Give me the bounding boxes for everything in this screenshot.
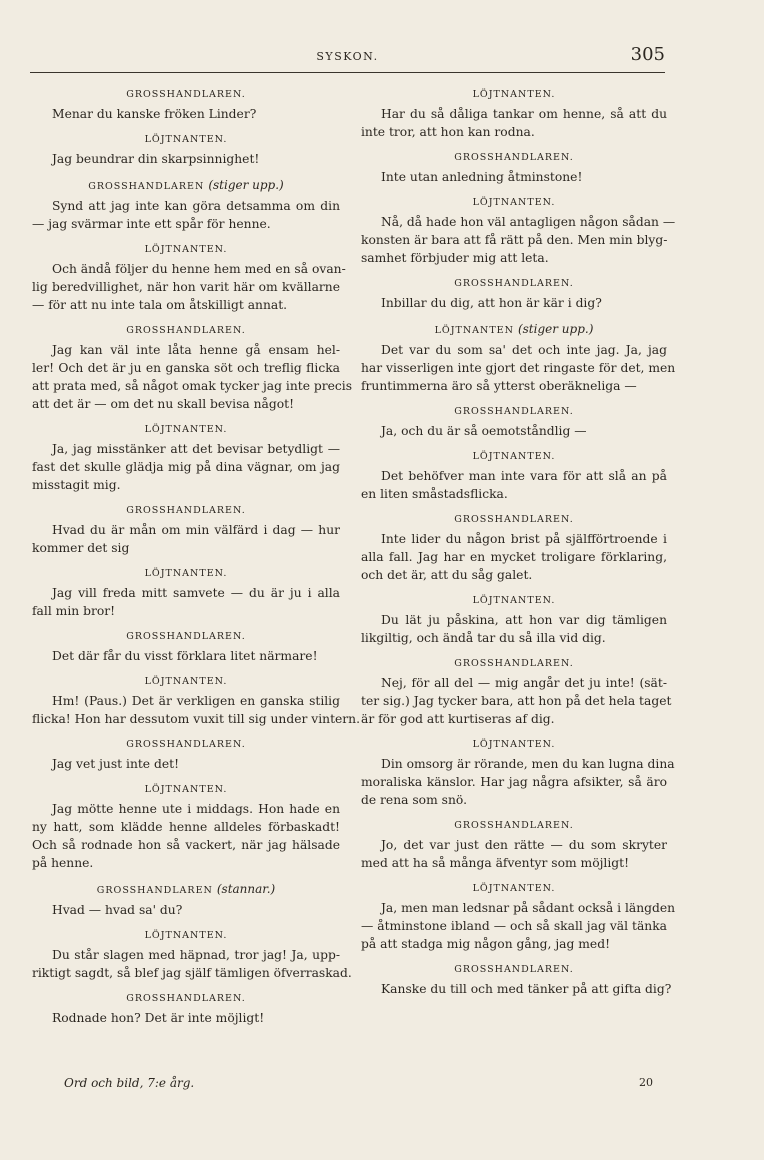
dialogue-block [361, 657, 672, 728]
dialogue-block [361, 882, 676, 953]
dialogue-block [32, 567, 340, 620]
text-line: att det är — om det nu skall bevisa något! [32, 397, 295, 411]
dialogue-block [361, 322, 676, 395]
speaker-name: GROSSHANDLAREN. [454, 278, 574, 289]
text-line: Rodnade hon? Det är inte möjligt! [52, 1011, 265, 1025]
text-line: en liten småstadsflicka. [361, 487, 508, 501]
dialogue-block [32, 992, 340, 1027]
text-line: Inte utan anledning åtminstone! [381, 170, 583, 184]
text-line: Menar du kanske fröken Linder? [52, 107, 257, 121]
dialogue-block [361, 450, 667, 503]
speaker-name: GROSSHANDLAREN. [126, 739, 246, 750]
dialogue-block [361, 738, 675, 809]
text-line: på henne. [32, 856, 94, 870]
speaker-name: LÖJTNANTEN. [472, 197, 556, 208]
speaker-name: LÖJTNANTEN. [472, 89, 556, 100]
text-line: Nej, för all del — mig angår det ju inte! (sät- [381, 676, 667, 690]
text-line: Du står slagen med häpnad, tror jag! Ja, upp- [52, 948, 340, 962]
text-line: fast det skulle glädja mig på dina vägnar, om jag [32, 460, 340, 474]
speaker-name: LÖJTNANTEN. [472, 883, 556, 894]
page-number: 305 [630, 44, 665, 65]
dialogue-block [32, 243, 346, 314]
running-title: SYSKON. [316, 50, 379, 63]
text-line: Jag vill freda mitt samvete — du är ju i alla [52, 586, 340, 600]
speaker-heading [32, 882, 340, 898]
speaker-name: GROSSHANDLAREN. [126, 993, 246, 1004]
dialogue-block [361, 277, 667, 312]
dialogue-block [32, 178, 340, 233]
speaker-heading [32, 178, 340, 194]
dialogue-block [32, 504, 340, 557]
text-line: Det var du som sa' det och inte jag. Ja, jag [381, 343, 667, 357]
text-line: konsten är bara att få rätt på den. Men min blyg- [361, 233, 668, 247]
text-line: likgiltig, och ändå tar du så illa vid dig. [361, 631, 606, 645]
dialogue-block [32, 783, 340, 872]
text-line: Nå, då hade hon väl antagligen någon sådan — [381, 215, 676, 229]
dialogue-block [361, 513, 667, 584]
dialogue-block [32, 133, 340, 168]
text-line: inte tror, att hon kan rodna. [361, 125, 535, 139]
text-line: på att stadga mig någon gång, jag med! [361, 937, 611, 951]
text-line: Inte lider du någon brist på själfförtroende i [381, 532, 667, 546]
dialogue-block [32, 882, 340, 919]
speaker-name: GROSSHANDLAREN. [454, 658, 574, 669]
text-line: Synd att jag inte kan göra detsamma om din [52, 199, 340, 213]
text-line: Jag beundrar din skarpsinnighet! [52, 152, 260, 166]
dialogue-block [361, 819, 667, 872]
dialogue-block [32, 738, 340, 773]
dialogue-block [32, 929, 352, 982]
dialogue-block [361, 963, 672, 998]
speaker-name: LÖJTNANTEN. [144, 134, 228, 145]
stage-direction: (stannar.) [216, 882, 276, 896]
text-line: Inbillar du dig, att hon är kär i dig? [381, 296, 602, 310]
text-line: — jag svärmar inte ett spår för henne. [32, 217, 271, 231]
speaker-name: GROSSHANDLAREN. [126, 505, 246, 516]
speaker-name: LÖJTNANTEN. [144, 424, 228, 435]
text-line: riktigt sagdt, så blef jag själf tämligen öfverraskad. [32, 966, 352, 980]
text-line: fruntimmerna äro så ytterst oberäkneliga — [361, 379, 637, 393]
stage-direction: (stiger upp.) [517, 322, 594, 336]
speaker-name: GROSSHANDLAREN. [454, 406, 574, 417]
text-line: Ja, och du är så oemotståndlig — [381, 424, 587, 438]
running-header [30, 46, 665, 73]
text-line: lig beredvillighet, när hon varit här om kvällarne [32, 280, 340, 294]
text-line: Och så rodnade hon så vackert, när jag hälsade [32, 838, 340, 852]
text-line: alla fall. Jag har en mycket troligare förklaring, [361, 550, 667, 564]
text-line: ny hatt, som klädde henne alldeles förbaskadt! [32, 820, 340, 834]
text-line: Kanske du till och med tänker på att gifta dig? [381, 982, 672, 996]
text-line: — för att nu inte tala om åtskilligt annat. [32, 298, 288, 312]
text-line: Ja, men man ledsnar på sådant också i längden [381, 901, 676, 915]
dialogue-block [361, 151, 667, 186]
text-line: Hm! (Paus.) Det är verkligen en ganska stilig [52, 694, 340, 708]
dialogue-block [32, 324, 353, 413]
dialogue-block [32, 423, 340, 494]
text-line: fall min bror! [32, 604, 116, 618]
text-line: Hvad — hvad sa' du? [52, 903, 183, 917]
text-line: ler! Och det är ju en ganska söt och treflig flicka [32, 361, 340, 375]
text-line: samhet förbjuder mig att leta. [361, 251, 549, 265]
speaker-name: LÖJTNANTEN. [472, 451, 556, 462]
text-line: Ja, jag misstänker att det bevisar betydligt — [52, 442, 340, 456]
text-line: de rena som snö. [361, 793, 467, 807]
dialogue-block [361, 594, 667, 647]
speaker-name: GROSSHANDLAREN. [454, 964, 574, 975]
text-line: misstagit mig. [32, 478, 121, 492]
text-line: Jag mötte henne ute i middags. Hon hade en [52, 802, 340, 816]
source-footnote: Ord och bild, 7:e årg. [64, 1076, 195, 1090]
dialogue-block [32, 630, 340, 665]
signature-mark: 20 [639, 1076, 653, 1089]
speaker-name: LÖJTNANTEN. [144, 568, 228, 579]
speaker-name: GROSSHANDLAREN. [126, 89, 246, 100]
speaker-name: LÖJTNANTEN. [472, 739, 556, 750]
speaker-heading [361, 322, 667, 338]
text-line: Det behöfver man inte vara för att slå an på [381, 469, 667, 483]
dialogue-block [32, 675, 361, 728]
speaker-name: LÖJTNANTEN. [144, 784, 228, 795]
speaker-name: GROSSHANDLAREN. [454, 514, 574, 525]
right-column [361, 88, 676, 1008]
text-line: Jag kan väl inte låta henne gå ensam hel- [52, 343, 340, 357]
text-line: och det är, att du såg galet. [361, 568, 533, 582]
text-line: har visserligen inte gjort det ringaste för det, men [361, 361, 676, 375]
speaker-name: GROSSHANDLAREN. [454, 152, 574, 163]
text-line: Jo, det var just den rätte — du som skryter [381, 838, 667, 852]
dialogue-block [32, 88, 340, 123]
text-line: att prata med, så något omak tycker jag inte precis [32, 379, 353, 393]
text-line: ter sig.) Jag tycker bara, att hon på det hela taget [361, 694, 672, 708]
speaker-name: LÖJTNANTEN. [144, 676, 228, 687]
dialogue-block [361, 88, 667, 141]
text-line: Jag vet just inte det! [52, 757, 180, 771]
text-line: flicka! Hon har dessutom vuxit till sig under vintern. [32, 712, 361, 726]
speaker-name: GROSSHANDLAREN. [126, 325, 246, 336]
dialogue-block [361, 405, 667, 440]
text-line: Och ändå följer du henne hem med en så ovan- [52, 262, 346, 276]
left-column [32, 88, 361, 1037]
speaker-name: GROSSHANDLAREN. [454, 820, 574, 831]
text-line: Det där får du visst förklara litet närmare! [52, 649, 318, 663]
speaker-name: LÖJTNANTEN. [144, 930, 228, 941]
stage-direction: (stiger upp.) [208, 178, 284, 192]
text-line: kommer det sig [32, 541, 130, 555]
text-line: — åtminstone ibland — och så skall jag väl tänka [361, 919, 667, 933]
text-line: med att ha så många äfventyr som möjligt! [361, 856, 630, 870]
text-line: Din omsorg är rörande, men du kan lugna dina [381, 757, 675, 771]
dialogue-block [361, 196, 676, 267]
speaker-name: GROSSHANDLAREN. [126, 631, 246, 642]
speaker-name: LÖJTNANTEN [434, 325, 514, 336]
text-line: moraliska känslor. Har jag några afsikter, så äro [361, 775, 667, 789]
speaker-name: GROSSHANDLAREN [88, 181, 205, 192]
text-line: är för god att kurtiseras af dig. [361, 712, 555, 726]
speaker-name: LÖJTNANTEN. [472, 595, 556, 606]
speaker-name: GROSSHANDLAREN [96, 885, 213, 896]
text-line: Hvad du är mån om min välfärd i dag — hur [52, 523, 340, 537]
speaker-name: LÖJTNANTEN. [144, 244, 228, 255]
text-line: Du lät ju påskina, att hon var dig tämligen [381, 613, 667, 627]
text-line: Har du så dåliga tankar om henne, så att du [381, 107, 667, 121]
